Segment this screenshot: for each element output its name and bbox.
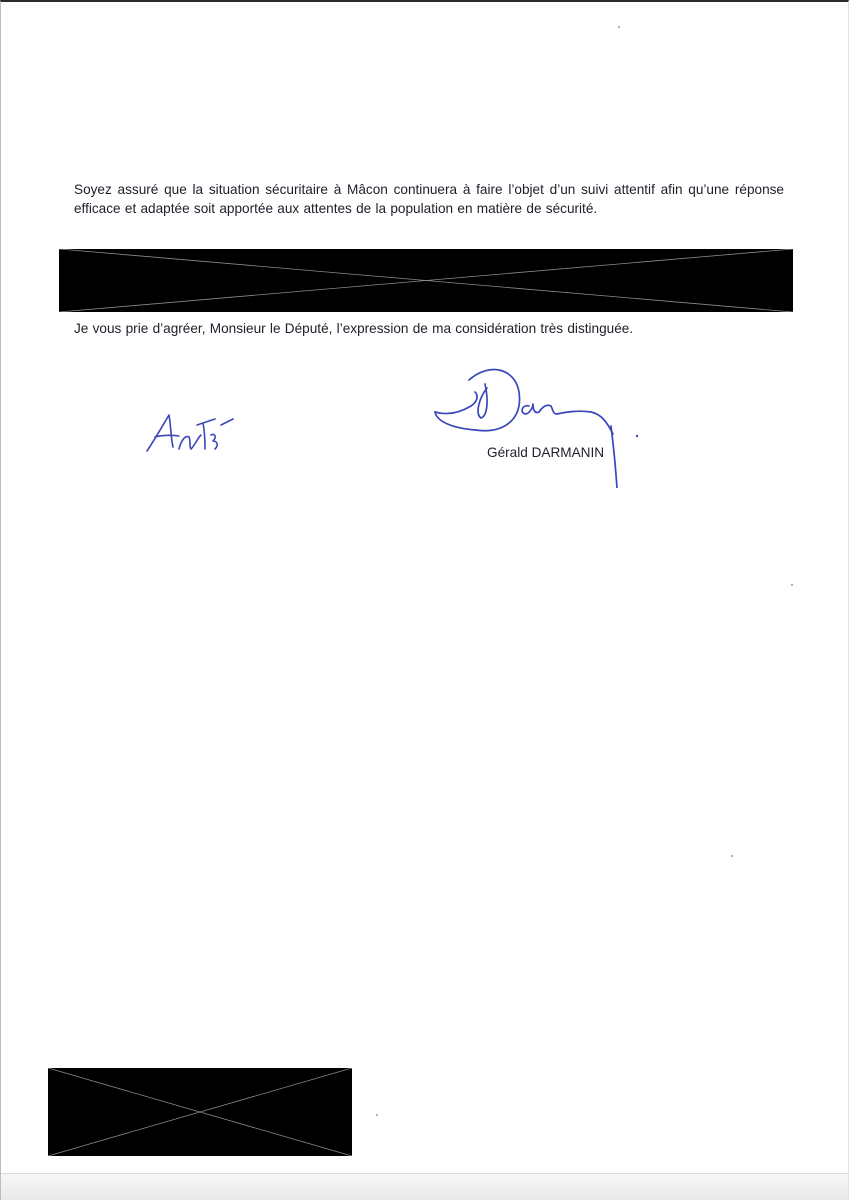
closing-paragraph: Je vous prie d’agréer, Monsieur le Député, l’expression de ma considération très distinguée. (74, 321, 634, 336)
redaction-cross-icon (48, 1068, 352, 1156)
body-paragraph: Soyez assuré que la situation sécuritaire à Mâcon continuera à faire l’objet d’un suivi attentif afin qu’une réponse efficace et adaptée soit apportée aux attentes de la population en matière de sécurité. (74, 182, 784, 216)
scan-speck (731, 855, 733, 857)
scan-speck (618, 26, 620, 28)
signature-drawing (429, 358, 649, 488)
redaction-block (48, 1068, 352, 1156)
handwritten-annotation (141, 405, 241, 461)
scan-speck (376, 1114, 378, 1116)
redaction-block (59, 249, 793, 312)
signatory-name: Gérald DARMANIN (487, 445, 605, 460)
redaction-cross-icon (59, 249, 793, 312)
scan-speck (791, 584, 793, 586)
viewer-bottom-edge (1, 1173, 848, 1200)
